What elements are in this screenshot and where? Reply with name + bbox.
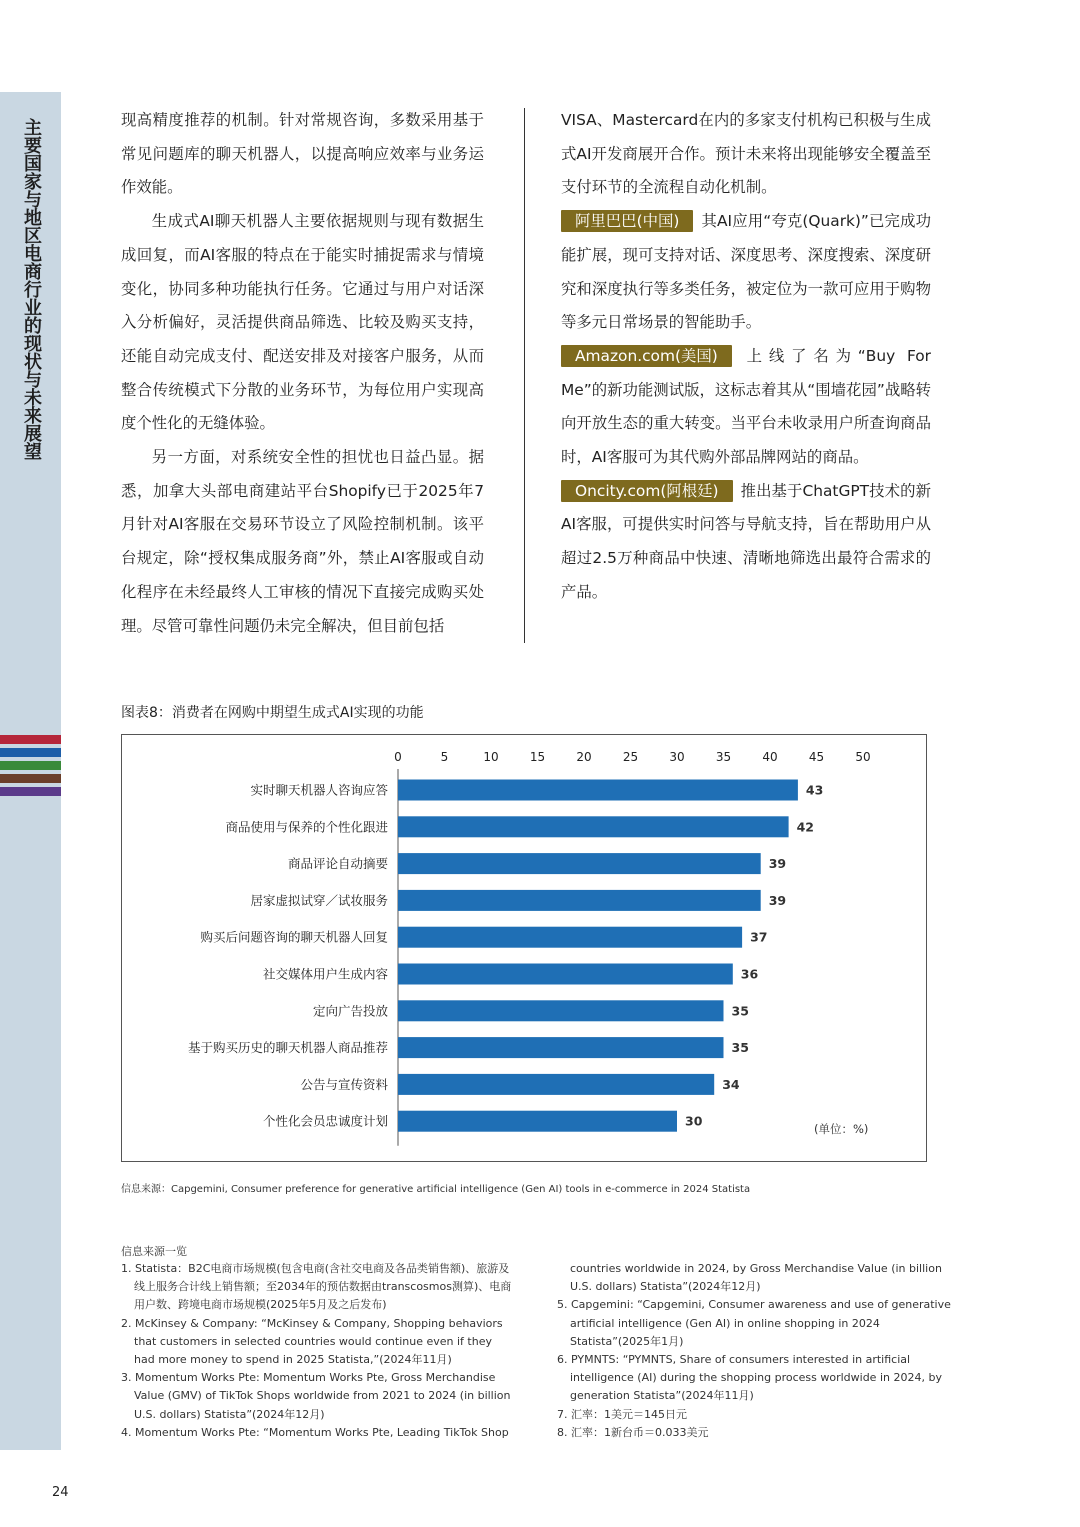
x-tick-label: 5 [440, 750, 449, 764]
value-label: 39 [768, 892, 787, 908]
x-tick-label: 25 [622, 750, 639, 764]
reference-item: 4. Momentum Works Pte: “Momentum Works Pte, Leading TikTok Shop [121, 1425, 509, 1439]
value-label: 35 [731, 1040, 749, 1056]
x-tick-label: 40 [762, 750, 778, 764]
value-label: 36 [740, 966, 759, 982]
bar-chart [122, 735, 926, 1161]
paragraph: VISA、Mastercard在内的多家支付机构已积极与生成式AI开发商展开合作。预计未来将出现能够安全覆盖至支付环节的全流程自动化机制。 [561, 111, 931, 197]
bar [398, 1037, 724, 1058]
company-tag-amazon: Amazon.com(美国) [561, 345, 732, 367]
x-tick-label: 50 [855, 750, 871, 764]
stripe [0, 761, 61, 770]
reference-item: 8. 汇率：1新台币＝0.033美元 [557, 1425, 709, 1439]
company-tag-alibaba: 阿里巴巴(中国) [561, 210, 693, 232]
value-label: 30 [685, 1113, 703, 1129]
text-column-right [561, 104, 931, 610]
reference-item: 7. 汇率：1美元＝145日元 [557, 1407, 687, 1421]
value-label: 34 [722, 1076, 740, 1092]
company-text: 其AI应用“夸克(Quark)”已完成功能扩展，现可支持对话、深度思考、深度搜索、深度研究和深度执行等多类任务，被定位为一款可应用于购物等多元日常场景的智能助手。 [561, 212, 931, 332]
bar [398, 1074, 714, 1095]
bar [398, 780, 798, 801]
company-text: 推出基于ChatGPT技术的新AI客服，可提供实时问答与导航支持，旨在帮助用户从超过2.5万种商品中快速、清晰地筛选出最符合需求的产品。 [561, 481, 931, 601]
category-label: 公告与宣传资料 [300, 1076, 388, 1092]
bar [398, 1111, 677, 1132]
bar [398, 927, 742, 948]
chart-box [121, 734, 927, 1162]
x-tick-label: 35 [715, 750, 732, 764]
reference-item: 2. McKinsey & Company: “McKinsey & Company, Shopping behaviors that customers in selected countries would continue even if they had more money to spend in 2025 Statista,”(2024年11月) [121, 1316, 503, 1367]
unit-note: (单位：%) [814, 1122, 869, 1136]
x-tick-label: 45 [808, 750, 825, 764]
x-tick-label: 15 [529, 750, 546, 764]
bar [398, 853, 761, 874]
stripe [0, 748, 61, 757]
reference-item: 6. PYMNTS: “PYMNTS, Share of consumers interested in artificial intelligence (AI) during the shopping process worldwide in 2024, by generation Statista”(2024年11月) [557, 1353, 942, 1403]
x-tick-label: 30 [669, 750, 685, 764]
references-title: 信息来源一览 [121, 1245, 187, 1258]
bar [398, 1000, 724, 1021]
section-title: 主要国家与地区电商行业的现状与未来展望 [21, 118, 42, 460]
chart-source: 信息来源：Capgemini, Consumer preference for generative artificial intelligence (Gen AI) tools in e-commerce in 2024 Statista [121, 1184, 751, 1195]
reference-continuation: countries worldwide in 2024, by Gross Merchandise Value (in billion U.S. dollars) Statista”(2024年12月) [570, 1262, 942, 1294]
stripe [0, 787, 61, 796]
company-paragraph-oncity [561, 475, 931, 610]
company-text: 上线了名为“Buy For Me”的新功能测试版，这标志着其从“围墙花园”战略转向开放生态的重大转变。当平台未收录用户所查询商品时，AI客服可为其代购外部品牌网站的商品。 [561, 346, 931, 467]
value-label: 35 [731, 1003, 749, 1019]
value-label: 39 [768, 856, 787, 872]
x-tick-label: 0 [394, 750, 402, 764]
chart-caption: 图表8：消费者在网购中期望生成式AI实现的功能 [121, 705, 424, 721]
reference-item: 3. Momentum Works Pte: Momentum Works Pte, Gross Merchandise Value (GMV) of TikTok Shops worldwide from 2021 to 2024 (in billion U.S. dollars) Statista”(2024年12月) [121, 1371, 511, 1421]
bar [398, 964, 733, 985]
company-paragraph-amazon [561, 340, 931, 475]
category-label: 商品使用与保养的个性化跟进 [225, 819, 388, 835]
reference-item: 1. Statista：B2C电商市场规模(包含电商(含社交电商及各品类销售额)、旅游及线上服务合计线上销售额；至2034年的预估数据由transcosmos测算)、电商用户数、跨境电商市场规模(2025年5月及之后发布) [121, 1262, 512, 1312]
reference-item: 5. Capgemini: “Capgemini, Consumer awareness and use of generative artificial intelligence (Gen AI) in online shopping in 2024 Statista”(2025年1月) [557, 1298, 951, 1348]
references-right [557, 1260, 952, 1442]
text-column-left [121, 104, 484, 643]
value-label: 37 [750, 929, 768, 945]
category-label: 购买后问题咨询的聊天机器人回复 [200, 929, 388, 945]
category-label: 基于购买历史的聊天机器人商品推荐 [187, 1040, 388, 1056]
paragraph: 现高精度推荐的机制。针对常规咨询，多数采用基于常见问题库的聊天机器人，以提高响应效率与业务运作效能。 [121, 111, 484, 197]
bar [398, 890, 761, 911]
value-label: 42 [796, 819, 815, 835]
category-label: 商品评论自动摘要 [287, 856, 388, 872]
color-stripes [0, 735, 61, 800]
paragraph: 另一方面，对系统安全性的担忧也日益凸显。据悉，加拿大头部电商建站平台Shopify已于2025年7月针对AI客服在交易环节设立了风险控制机制。该平台规定，除“授权集成服务商”外，禁止AI客服或自动化程序在未经最终人工审核的情况下直接完成购买处理。尽管可靠性问题仍未完全解决，但目前包括 [121, 448, 484, 635]
category-label: 定向广告投放 [312, 1003, 388, 1019]
page-number: 24 [52, 1485, 69, 1500]
company-paragraph-alibaba [561, 205, 931, 340]
category-label: 个性化会员忠诚度计划 [262, 1113, 388, 1129]
bar [398, 816, 789, 837]
paragraph: 生成式AI聊天机器人主要依据规则与现有数据生成回复，而AI客服的特点在于能实时捕捉需求与情境变化，协同多种功能执行任务。它通过与用户对话深入分析偏好，灵活提供商品筛选、比较及购买支持，还能自动完成支付、配送安排及对接客户服务，从而整合传统模式下分散的业务环节，为每位用户实现高度个性化的无缝体验。 [121, 212, 484, 433]
references-left [121, 1260, 516, 1442]
category-label: 实时聊天机器人咨询应答 [250, 782, 388, 798]
category-label: 居家虚拟试穿／试妆服务 [250, 892, 388, 908]
x-tick-label: 20 [576, 750, 592, 764]
x-tick-label: 10 [483, 750, 499, 764]
category-label: 社交媒体用户生成内容 [262, 966, 388, 982]
stripe [0, 774, 61, 783]
column-divider [524, 108, 525, 643]
company-tag-oncity: Oncity.com(阿根廷) [561, 480, 733, 502]
value-label: 43 [805, 782, 824, 798]
stripe [0, 735, 61, 744]
